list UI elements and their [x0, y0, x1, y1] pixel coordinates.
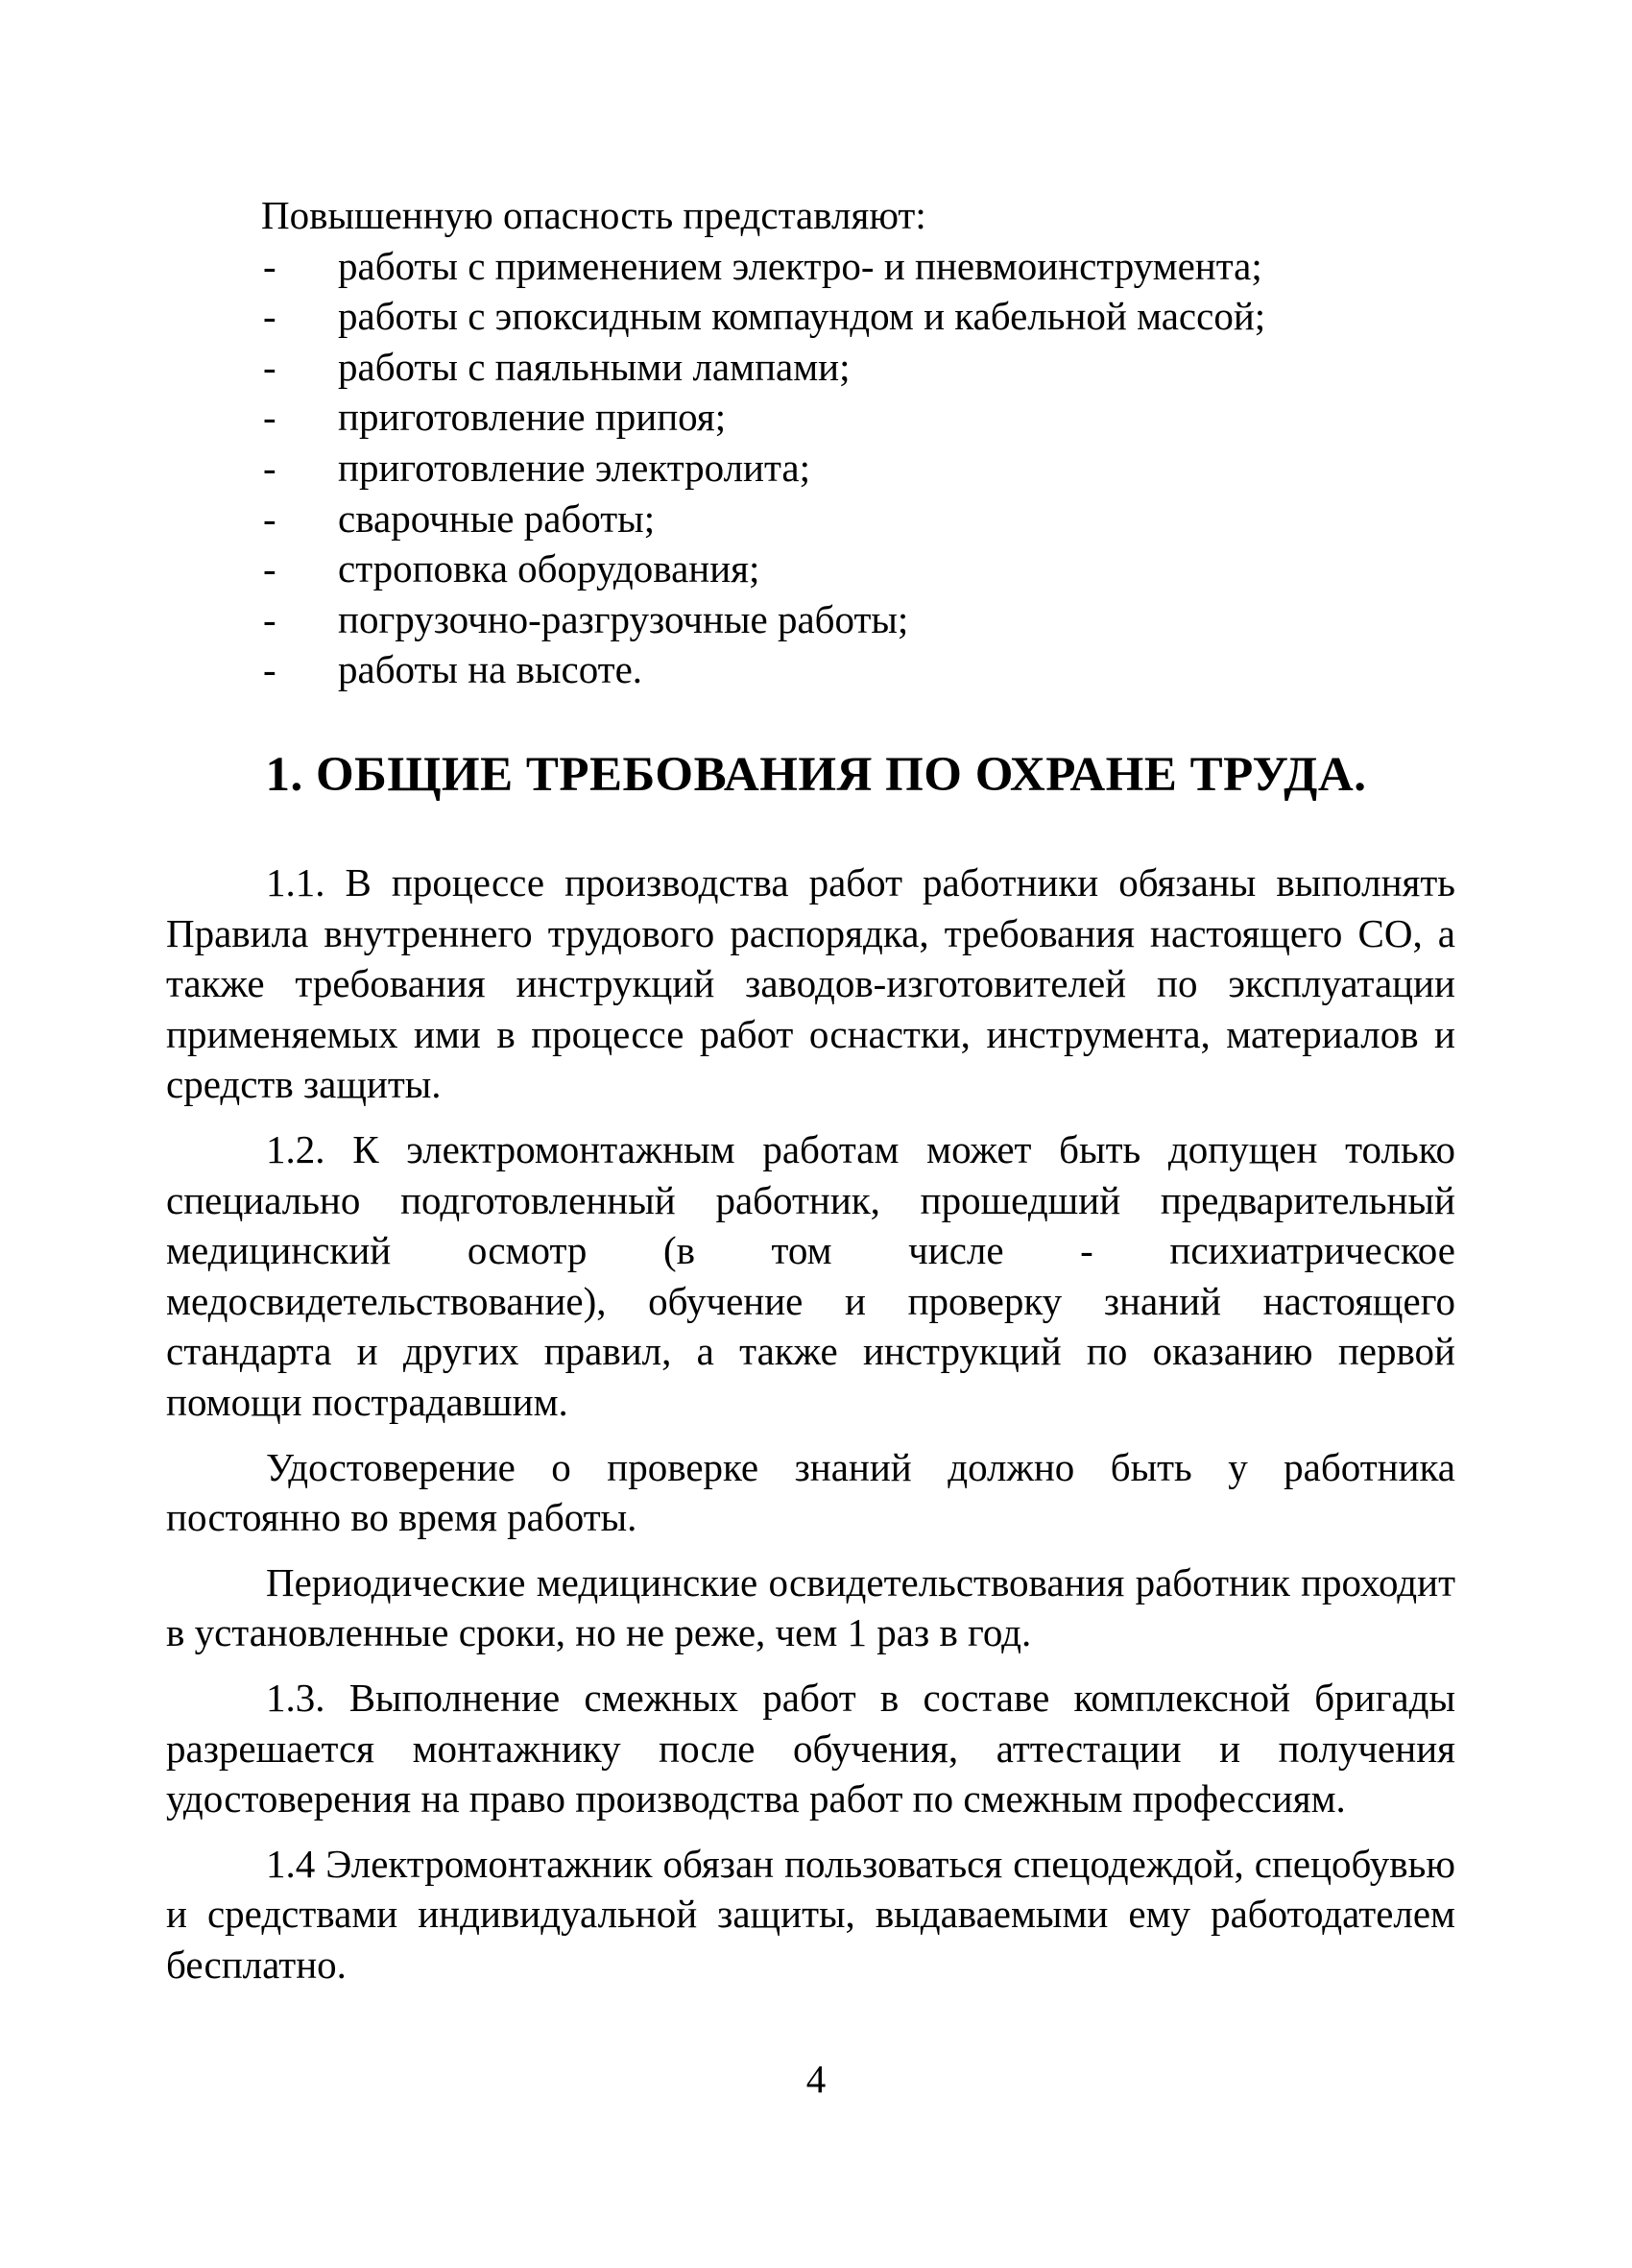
- list-item: [261, 392, 1471, 443]
- section-body: [166, 857, 1455, 2004]
- list-item-text: погрузочно-разгрузочные работы;: [338, 596, 909, 641]
- list-item-text: строповка оборудования;: [338, 546, 760, 591]
- paragraph-certificate: Удостоверение о проверке знаний должно быть у работника постоянно во время работы.: [166, 1444, 1455, 1540]
- list-dash: -: [263, 395, 276, 440]
- list-item: [261, 443, 1471, 494]
- list-item-text: работы с паяльными лампами;: [338, 344, 851, 389]
- list-dash: -: [263, 495, 276, 541]
- list-item: [261, 291, 1471, 342]
- list-item: [261, 543, 1471, 594]
- list-item: [261, 494, 1471, 544]
- paragraph-1-2: 1.2. К электромонтажным работам может быть допущен только специально подготовленный работник, прошедший предварительный медицинский осмотр (в том числе - психиатрическое медосвидетельствование), обучение и проверку знаний настоящего стандарта и других правил, а также инструкций по оказанию первой помощи пострадавшим.: [166, 1126, 1455, 1424]
- list-item-text: сварочные работы;: [338, 495, 656, 541]
- hazard-intro: [261, 190, 1471, 695]
- hazard-list: [261, 241, 1471, 695]
- section-heading: 1. ОБЩИЕ ТРЕБОВАНИЯ ПО ОХРАНЕ ТРУДА.: [265, 748, 1367, 802]
- list-dash: -: [263, 294, 276, 339]
- paragraph-1-4: 1.4 Электромонтажник обязан пользоваться спецодеждой, спецобувью и средствами индивидуальной защиты, выдаваемыми ему работодателем бесплатно.: [166, 1841, 1455, 1987]
- list-item: [261, 594, 1471, 645]
- list-item-text: работы с применением электро- и пневмоинструмента;: [338, 243, 1262, 288]
- list-dash: -: [263, 546, 276, 591]
- list-dash: -: [263, 647, 276, 692]
- list-item-text: приготовление припоя;: [338, 395, 727, 440]
- list-item: [261, 644, 1471, 695]
- list-dash: -: [263, 596, 276, 641]
- paragraph-medical-exam: Периодические медицинские освидетельствования работник проходит в установленные сроки, но не реже, чем 1 раз в год.: [166, 1559, 1455, 1655]
- list-item: [261, 342, 1471, 393]
- list-item-text: приготовление электролита;: [338, 445, 810, 490]
- list-dash: -: [263, 243, 276, 288]
- page-number: 4: [805, 2057, 827, 2101]
- hazard-lead: Повышенную опасность представляют:: [261, 193, 926, 237]
- list-item-text: работы на высоте.: [338, 647, 643, 692]
- list-item: [261, 241, 1471, 292]
- paragraph-1-1: 1.1. В процессе производства работ работники обязаны выполнять Правила внутреннего трудового распорядка, требования настоящего СО, а также требования инструкций заводов-изготовителей по эксплуатации применяемых ими в процессе работ оснастки, инструмента, материалов и средств защиты.: [166, 860, 1455, 1107]
- list-dash: -: [263, 445, 276, 490]
- list-item-text: работы с эпоксидным компаундом и кабельной массой;: [338, 294, 1266, 339]
- paragraph-1-3: 1.3. Выполнение смежных работ в составе комплексной бригады разрешается монтажнику после обучения, аттестации и получения удостоверения на право производства работ по смежным профессиям.: [166, 1675, 1455, 1822]
- list-dash: -: [263, 344, 276, 389]
